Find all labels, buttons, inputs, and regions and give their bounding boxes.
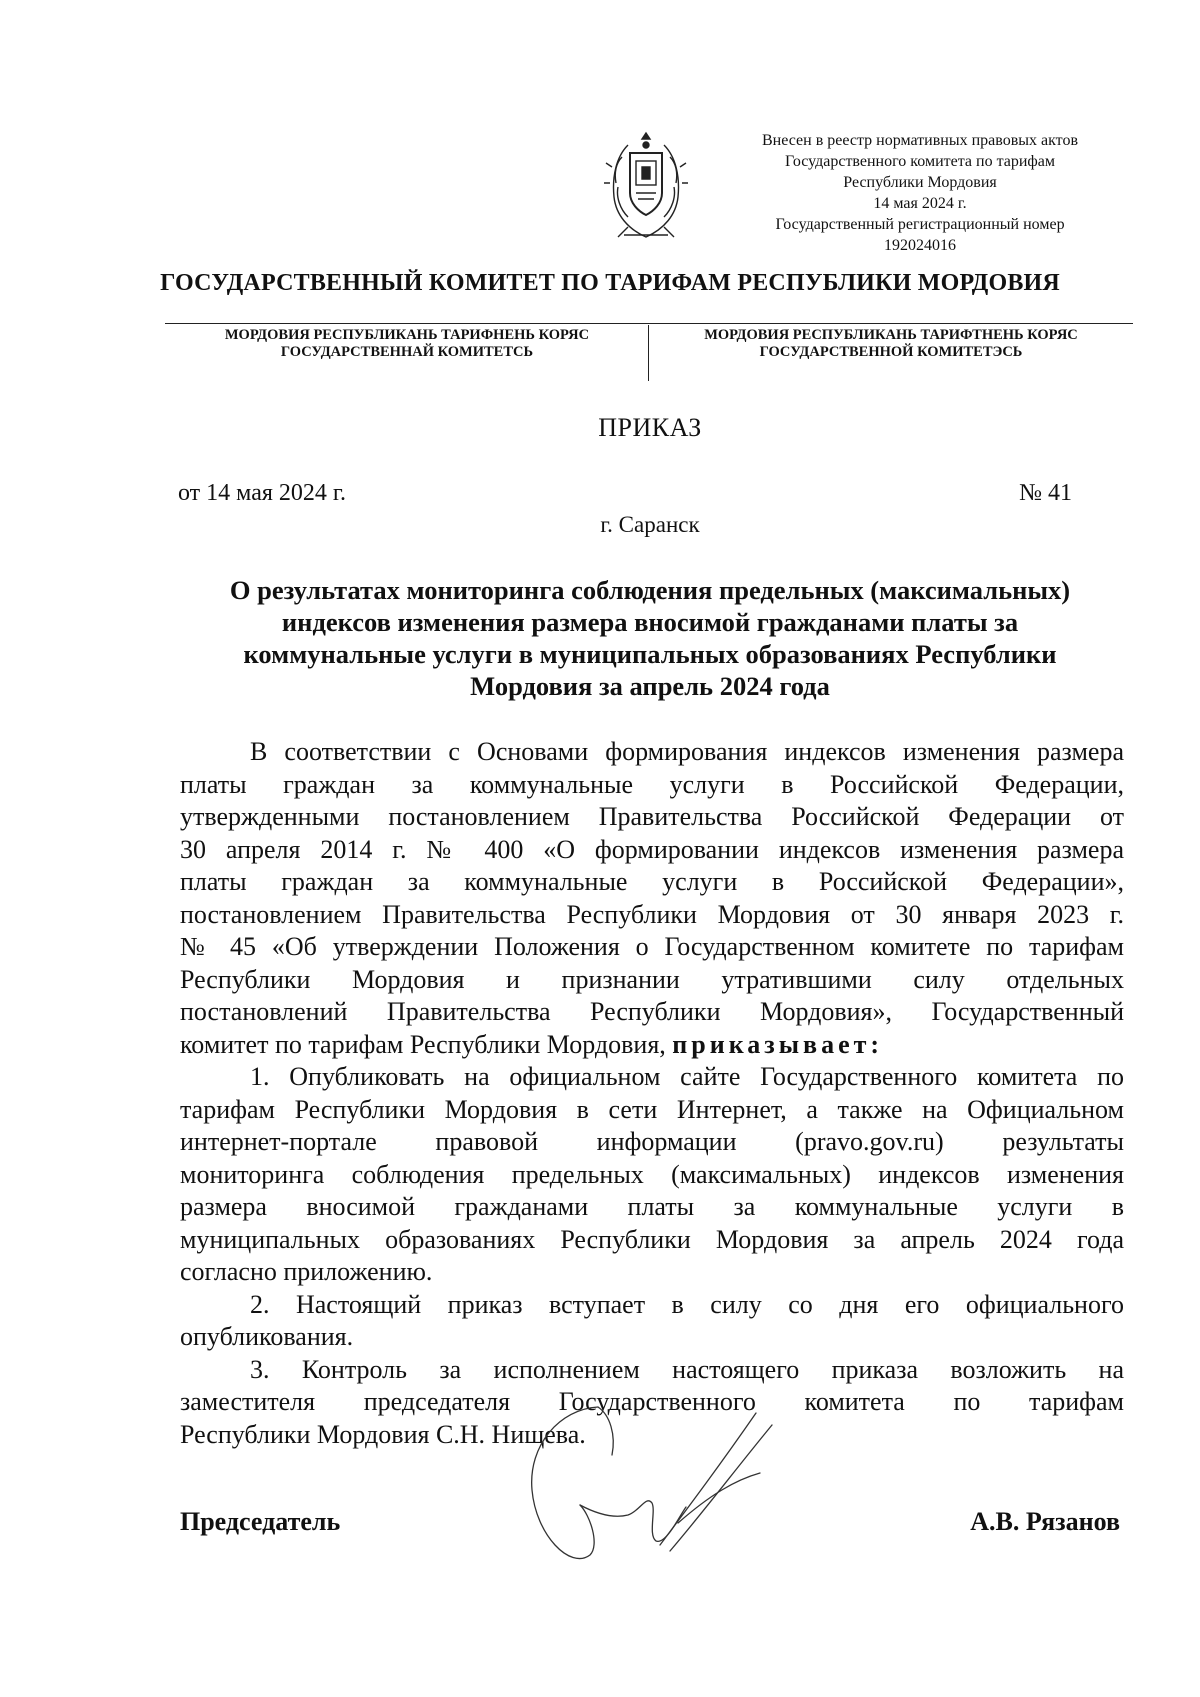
coat-of-arms-emblem — [598, 127, 694, 247]
body-line: постановлений Правительства Республики Мордовия», Государственный — [180, 997, 1124, 1026]
registry-line: Государственного комитета по тарифам — [784, 153, 1056, 170]
body-line: Республики Мордовия и признании утратившими силу отдельных — [180, 964, 1124, 994]
document-date: от 14 мая 2024 г. — [178, 480, 347, 506]
body-line: 30 апреля 2014 г. № 400 «О формировании индексов изменения размера — [180, 834, 1124, 864]
signatory-position: Председатель — [180, 1507, 341, 1536]
body-line: Республики Мордовия С.Н. Нищева. — [180, 1419, 586, 1449]
header-rule — [165, 323, 1133, 324]
document-heading — [165, 574, 1135, 702]
order-item-2 — [180, 1289, 1124, 1354]
body-line: платы граждан за коммунальные услуги в Российской Федерации, — [180, 769, 1124, 799]
organization-name-line: МОРДОВИЯ РЕСПУБЛИКАНЬ ТАРИФНЕНЬ КОРЯС — [224, 327, 590, 343]
document-number: № 41 — [1019, 480, 1072, 506]
heading-line: индексов изменения размера вносимой гражданами платы за — [281, 607, 1019, 637]
order-item-1 — [180, 1061, 1124, 1289]
organization-title: ГОСУДАРСТВЕННЫЙ КОМИТЕТ ПО ТАРИФАМ РЕСПУБЛИКИ МОРДОВИЯ — [160, 270, 1060, 296]
preamble-paragraph — [180, 736, 1124, 1061]
signatory-name: А.В. Рязанов — [970, 1507, 1120, 1536]
organization-name-erzya — [654, 327, 1128, 361]
body-line: мониторинга соблюдения предельных (максимальных) индексов изменения — [180, 1159, 1124, 1189]
body-line: платы граждан за коммунальные услуги в Российской Федерации», — [180, 867, 1124, 896]
body-line: размера вносимой гражданами платы за коммунальные услуги в — [180, 1192, 1124, 1221]
heading-line: Мордовия за апрель 2024 года — [470, 671, 830, 701]
body-line: 1. Опубликовать на официальном сайте Государственного комитета по — [250, 1062, 1124, 1091]
body-line: согласно приложению. — [180, 1257, 433, 1286]
registry-number: 192024016 — [884, 237, 956, 254]
body-line: В соответствии с Основами формирования индексов изменения размера — [250, 737, 1124, 766]
organization-name-line: МОРДОВИЯ РЕСПУБЛИКАНЬ ТАРИФТНЕНЬ КОРЯС — [704, 327, 1078, 343]
body-line: опубликования. — [180, 1322, 354, 1351]
body-line: заместителя председателя Государственного комитета по тарифам — [180, 1387, 1124, 1416]
body-line: тарифам Республики Мордовия в сети Интернет, а также на Официальном — [180, 1094, 1124, 1124]
document-type: ПРИКАЗ — [598, 413, 702, 442]
registry-stamp — [730, 130, 1110, 256]
body-line: интернет-портале правовой информации (pravo.gov.ru) результаты — [180, 1127, 1124, 1156]
heading-line: коммунальные услуги в муниципальных образованиях Республики — [243, 639, 1057, 669]
body-line: постановлением Правительства Республики Мордовия от 30 января 2023 г. — [180, 899, 1124, 929]
body-line: № 45 «Об утверждении Положения о Государственном комитете по тарифам — [180, 932, 1124, 961]
orders-word: приказывает: — [672, 1029, 884, 1059]
body-line: 3. Контроль за исполнением настоящего приказа возложить на — [250, 1354, 1124, 1384]
registry-line: Государственный регистрационный номер — [775, 216, 1065, 233]
heading-line: О результатах мониторинга соблюдения предельных (максимальных) — [229, 575, 1071, 605]
header-divider — [648, 325, 649, 381]
document-body — [180, 736, 1124, 1451]
body-line: муниципальных образованиях Республики Мордовия за апрель 2024 года — [180, 1224, 1124, 1254]
body-line: 2. Настоящий приказ вступает в силу со дня его официального — [250, 1289, 1124, 1319]
organization-name-line: ГОСУДАРСТВЕННОЙ КОМИТЕТЭСЬ — [759, 344, 1023, 360]
body-line — [180, 1029, 1124, 1062]
registry-line: Внесен в реестр нормативных правовых актов — [762, 132, 1078, 149]
document-place: г. Саранск — [600, 512, 700, 537]
organization-name-line: ГОСУДАРСТВЕННАЙ КОМИТЕТСЬ — [280, 344, 534, 360]
registry-line: Республики Мордовия — [843, 174, 997, 191]
handwritten-signature — [520, 1395, 820, 1585]
body-text: комитет по тарифам Республики Мордовия, — [180, 1029, 666, 1059]
organization-name-moksha — [170, 327, 644, 361]
registry-date: 14 мая 2024 г. — [873, 195, 967, 212]
body-line: утвержденными постановлением Правительства Российской Федерации от — [180, 802, 1124, 831]
